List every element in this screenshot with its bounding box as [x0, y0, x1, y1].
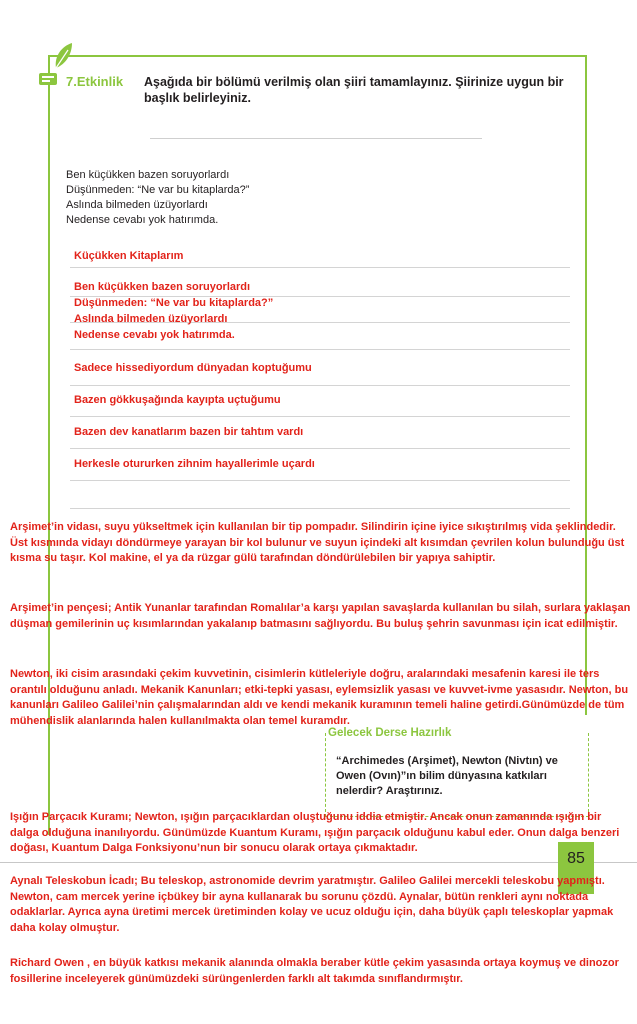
activity-icon: [38, 70, 58, 88]
answer-line: Bazen dev kanatlarım bazen bir tahtım vardı: [74, 426, 304, 438]
answer-rule: [70, 508, 570, 509]
poem-line: Ben küçükken bazen soruyorlardı: [66, 169, 230, 181]
answer-line: Nedense cevabı yok hatırımda.: [74, 329, 235, 341]
paragraph-archimedes-claw: Arşimet’in pençesi; Antik Yunanlar tarafından Romalılar’a karşı yapılan savaşlarda kullanılan bu silah, surlara yaklaşan düşman gemilerinin uç kısımlarından yakalanıp batmasını sağlıyordu. Bu buluş şehrin savunması için icat edilmiştir.: [10, 602, 631, 630]
prep-title: Gelecek Derse Hazırlık: [328, 727, 455, 739]
frame-top-line: [48, 55, 587, 57]
answer-rule: [70, 416, 570, 417]
answer-rule: [70, 349, 570, 350]
activity-label: 7.Etkinlik: [66, 74, 124, 89]
answer-rule: [70, 267, 570, 268]
answer-line: Herkesle otururken zihnim hayallerimle uçardı: [74, 458, 315, 470]
given-poem: [66, 168, 249, 228]
title-rule: [150, 138, 482, 139]
answer-line: Bazen gökkuşağında kayıpta uçtuğumu: [74, 394, 281, 406]
paragraph-newton-gravity: Newton, iki cisim arasındaki çekim kuvvetinin, cisimlerin kütleleriyle doğru, aralarındaki mesafenin karesi ile ters orantılı olduğunu anladı. Mekanik Kanunları; etki-tepki yasası, eylemsizlik yasası ve kuvvet-ivme yasasıdır. Newton, bu kanunları Galileo Galilei’nin çalışmalarından aldı ve kendi mekanik kuramının temeli haline getirdi.Günümüzde de tüm mühendislik alanlarında halen kullanılmakta olan temel kuramdır.: [10, 668, 629, 727]
paragraph-archimedes-screw: Arşimet’in vidası, suyu yükseltmek için kullanılan bir tip pompadır. Silindirin içine iyice sıkıştırılmış vida şeklindedir. Üst kısmında vidayı döndürmeye yarayan bir kol bulunur ve suyun içindeki alt kısımdan çevrilen kolun bulunduğu üst kısma su taşır. Kol makine, el ya da rüzgar gülü tarafından döndürülebilen bir yapıya sahiptir.: [10, 521, 625, 564]
page-number: 85: [567, 850, 585, 867]
prep-question: “Archimedes (Arşimet), Newton (Nivtın) ve Owen (Ovın)”ın bilim dünyasına katkıları nelerdir? Araştırınız.: [336, 755, 558, 797]
page-divider: [0, 862, 637, 863]
answer-rule: [70, 480, 570, 481]
paragraph-richard-owen: Richard Owen , en büyük katkısı mekanik alanında olmakla beraber kütle çekim yasasında ortaya koymuş ve dinozor fosillerine inceleyerek günümüzdeki sürüngenlerden farklı alt takımda sınıflandırmıştır.: [10, 957, 619, 985]
poem-line: Nedense cevabı yok hatırımda.: [66, 214, 219, 226]
paragraph-light-theory: Işığın Parçacık Kuramı; Newton, ışığın parçacıklardan oluştuğunu iddia etmiştir. Ancak onun zamanında ışığın bir dalga olduğuna inanılıyordu. Günümüzde Kuantum Kuramı, ışığın parçacık olduğunu kabul eder. Onun dalga benzeri doğası, Kuantum Dalga Fonksiyonu’nun bir sonucu olarak ortaya çıkmaktadır.: [10, 811, 620, 854]
answer-rule: [70, 385, 570, 386]
paragraph-reflecting-telescope: Aynalı Teleskobun İcadı; Bu teleskop, astronomide devrim yaratmıştır. Galileo Galilei mercekli teleskobu yapmıştı. Newton, cam mercek yerine içbükey bir ayna kullanarak bu sorunu çözdü. Aynalar, bütün renkleri aynı noktada odaklarlar. Ayrıca ayna üretimi mercek üretiminden kolay ve ucuz olduğu için, daha büyük çaplı teleskoplar yapmak daha kolay olmuştur.: [10, 875, 614, 934]
leaf-icon: [52, 42, 74, 70]
answer-line: Düşünmeden: “Ne var bu kitaplarda?”: [74, 297, 274, 309]
poem-line: Düşünmeden: “Ne var bu kitaplarda?”: [66, 184, 250, 196]
answer-rule: [70, 448, 570, 449]
poem-title-answer: Küçükken Kitaplarım: [74, 250, 184, 262]
activity-instruction: Aşağıda bir bölümü verilmiş olan şiiri tamamlayınız. Şiirinize uygun bir başlık belirleyiniz.: [144, 75, 564, 105]
answer-line: Sadece hissediyordum dünyadan koptuğumu: [74, 362, 312, 374]
poem-line: Aslında bilmeden üzüyorlardı: [66, 199, 208, 211]
answer-line: Aslında bilmeden üzüyorlardı: [74, 313, 228, 325]
answer-line: Ben küçükken bazen soruyorlardı: [74, 281, 251, 293]
